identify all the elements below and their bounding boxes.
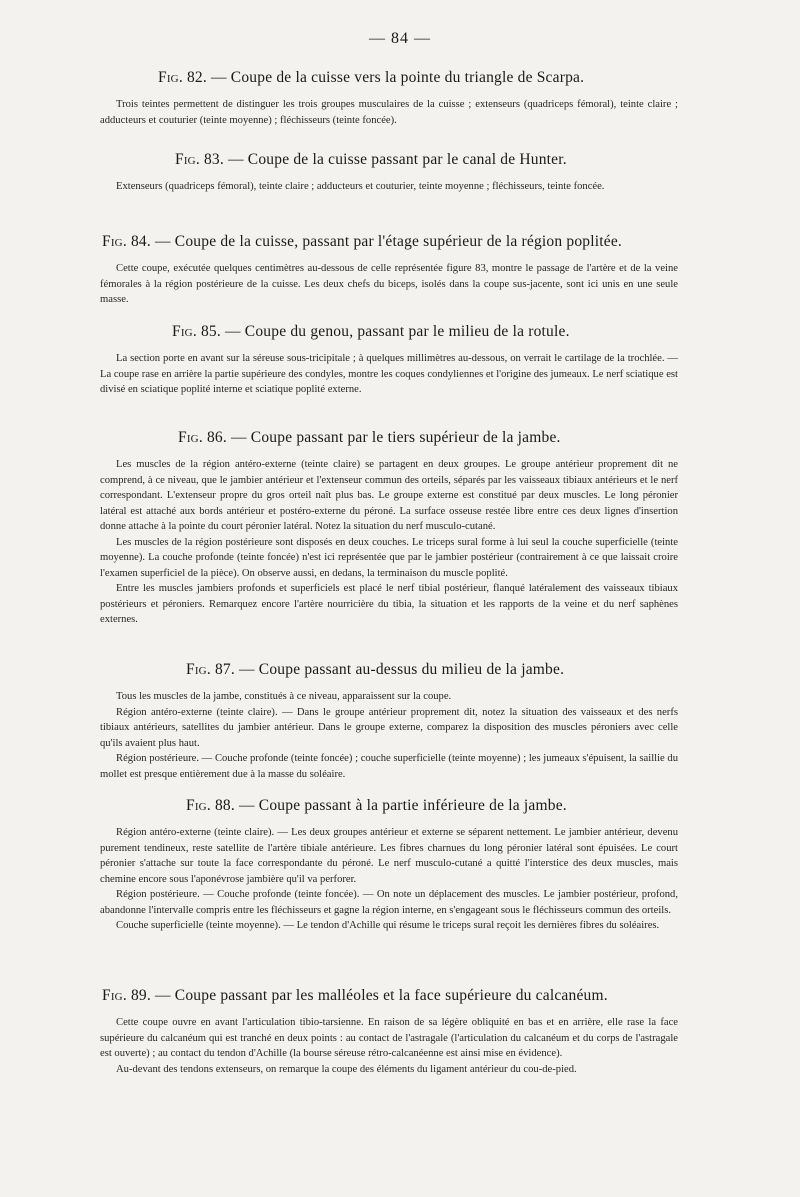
section-fig-88 [100,796,678,934]
section-fig-85 [100,322,678,398]
figure-heading [100,68,678,87]
figure-heading [100,322,678,341]
paragraph: Région postérieure. — Couche profonde (teinte foncée). — On note un déplacement des muscles. Le jambier postérieur, profond, abandonne l'intervalle compris entre les fléchisseurs et gagne la région interne, en s'engageant sous le fléchisseurs commun des orteils. [100,889,678,916]
section-fig-87 [100,660,678,782]
figure-number: Fig. 89. [102,987,151,1004]
figure-heading [100,796,678,815]
figure-number: Fig. 86. [178,429,227,446]
figure-number: Fig. 87. [186,661,235,678]
figure-number: Fig. 82. [158,69,207,86]
paragraph: La section porte en avant sur la séreuse sous-tricipitale ; à quelques millimètres au-dessous, on verrait le cartilage de la trochlée. — La coupe rase en arrière la partie supérieure des condyles, montre les coques condyliennes et l'origine des jumeaux. Le nerf sciatique est divisé en sciatique poplité interne et sciatique poplité externe. [100,353,678,395]
paragraph: Tous les muscles de la jambe, constitués à ce niveau, apparaissent sur la coupe. [116,691,452,702]
figure-title: — Coupe passant par les malléoles et la face supérieure du calcanéum. [155,987,608,1004]
section-fig-89 [100,986,678,1077]
paragraph: Région postérieure. — Couche profonde (teinte foncée) ; couche superficielle (teinte moyenne) ; les jumeaux s'épuisent, la saillie du mollet est presque entièrement due à la masse du soléaire. [100,753,678,780]
figure-title: — Coupe passant au-dessus du milieu de la jambe. [239,661,565,678]
section-fig-83 [100,150,678,195]
section-fig-86 [100,428,678,628]
paragraph: Cette coupe, exécutée quelques centimètres au-dessous de celle représentée figure 83, montre le passage de l'artère et de la veine fémorales à la région postérieure de la cuisse. Les deux chefs du biceps, isolés dans la coupe sus-jacente, sont ici unis en une seule masse. [100,263,678,305]
figure-number: Fig. 85. [172,323,221,340]
paragraph: Région antéro-externe (teinte claire). — Les deux groupes antérieur et externe se séparent nettement. Le jambier antérieur, devenu purement tendineux, reste satellite de l'artère tibiale antérieure. Les fibres charnues du long péronier latéral sont épuisées. Le court péronier s'attache sur toute la face correspondante du péroné. Le nerf musculo-cutané a quitté l'interstice des deux muscles, mais chemine encore sous l'aponévrose jambière qu'il va perforer. [100,827,678,885]
figure-title: — Coupe passant à la partie inférieure de la jambe. [239,797,567,814]
figure-heading [100,986,678,1005]
figure-number: Fig. 83. [175,151,224,168]
figure-heading [100,428,678,447]
figure-number: Fig. 84. [102,233,151,250]
figure-title: — Coupe du genou, passant par le milieu de la rotule. [225,323,570,340]
paragraph: Extenseurs (quadriceps fémoral), teinte claire ; adducteurs et couturier, teinte moyenne ; fléchisseurs, teinte foncée. [116,181,605,192]
paragraph: Trois teintes permettent de distinguer les trois groupes musculaires de la cuisse ; extenseurs (quadriceps fémoral), teinte claire ; adducteurs et couturier (teinte moyenne) ; fléchisseurs (teinte foncée). [100,99,678,126]
paragraph: Couche superficielle (teinte moyenne). — Le tendon d'Achille qui résume le triceps sural reçoit les dernières fibres du soléaires. [116,920,660,931]
figure-title: — Coupe de la cuisse passant par le canal de Hunter. [228,151,567,168]
section-fig-82 [100,68,678,128]
figure-number: Fig. 88. [186,797,235,814]
figure-title: — Coupe passant par le tiers supérieur de la jambe. [231,429,561,446]
figure-heading [100,660,678,679]
paragraph: Cette coupe ouvre en avant l'articulation tibio-tarsienne. En raison de sa légère obliquité en bas et en arrière, elle rase la face supérieure du calcanéum qui est tranché en deux points : au contact de l'astragale (l'articulation du calcanéum et du corps de l'astragale est ouverte) ; au contact du tendon d'Achille (la bourse séreuse rétro-calcanéenne est ainsi mise en évidence). [100,1017,678,1059]
figure-heading [100,232,678,251]
figure-title: — Coupe de la cuisse, passant par l'étage supérieur de la région poplitée. [155,233,622,250]
paragraph: Les muscles de la région postérieure sont disposés en deux couches. Le triceps sural forme à lui seul la couche superficielle (teinte moyenne). La couche profonde (teinte foncée) n'est ici représentée que par le jambier postérieur (contrairement à ce que laissait croire l'examen superficiel de la pièce). On observe aussi, en dedans, la terminaison du muscle poplité. [100,536,678,579]
page-number: — 84 — [369,30,431,47]
paragraph: Au-devant des tendons extenseurs, on remarque la coupe des éléments du ligament antérieur du cou-de-pied. [116,1063,577,1075]
figure-title: — Coupe de la cuisse vers la pointe du triangle de Scarpa. [211,69,585,86]
paragraph: Les muscles de la région antéro-externe (teinte claire) se partagent en deux groupes. Le groupe antérieur proprement dit ne comprend, à ce niveau, que le jambier antérieur et l'extenseur commun des orteils, séparés par les vaisseaux tibiaux antérieurs et le nerf correspondant. L'extenseur propre du gros orteil naît plus bas. Le groupe externe est constitué par deux muscles. Le long péronier latéral est attaché aux bords antérieur et postéro-externe du péroné. La surface osseuse restée libre entre ces deux lignes d'insertion donne attache à la pointe du court péronier latéral. Notez la situation du nerf musculo-cutané. [100,459,678,532]
section-fig-84 [100,232,678,308]
figure-heading [100,150,678,169]
paragraph: Entre les muscles jambiers profonds et superficiels est placé le nerf tibial postérieur, flanqué latéralement des vaisseaux tibiaux postérieurs et péroniers. Remarquez encore l'artère nourricière du tibia, la situation et les rapports de la veine et du nerf saphènes externes. [100,583,678,625]
paragraph: Région antéro-externe (teinte claire). — Dans le groupe antérieur proprement dit, notez la situation des vaisseaux et des nerfs tibiaux antérieurs, satellites du jambier antérieur. Dans le groupe externe, comparez la disposition des muscles péroniers avec celle qu'ils avaient plus haut. [100,706,678,749]
